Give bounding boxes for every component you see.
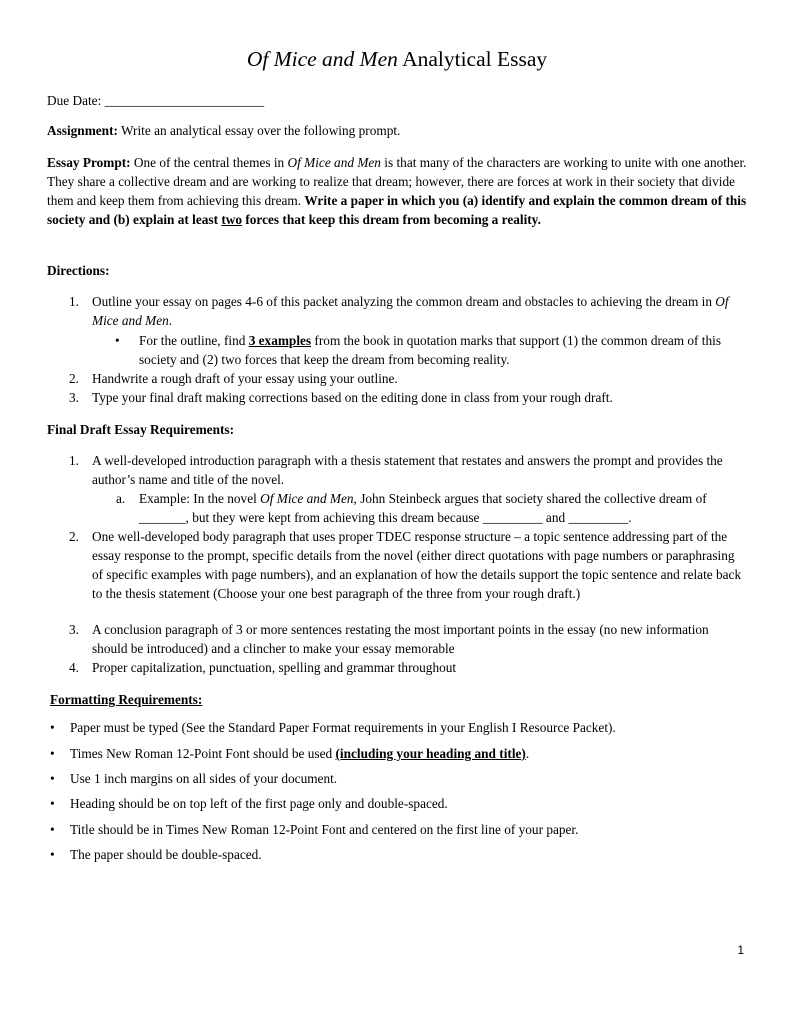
final-item-1a-t2: , John Steinbeck argues that society shared the collective dream of _______, but they were kept from achieving this dream because _________ and _________. [139, 491, 707, 525]
page-title [47, 44, 747, 74]
due-date-label: Due Date: [47, 93, 105, 108]
directions-item-1 [92, 292, 747, 330]
formatting-bullet-4: • [50, 796, 55, 811]
final-heading [47, 420, 747, 439]
final-num-2: 2. [69, 529, 79, 544]
directions-num-2: 2. [69, 371, 79, 386]
due-date-line [47, 91, 747, 110]
final-num-1a: a. [116, 491, 126, 506]
formatting-heading-text: Formatting Requirements: [50, 692, 203, 707]
directions-item-3: Type your final draft making corrections based on the editing done in class from your rough draft. [92, 390, 613, 405]
final-item-1a-t1: Example: In the novel [139, 491, 261, 506]
directions-heading-text: Directions: [47, 263, 110, 278]
directions-num-1: 1. [69, 294, 79, 309]
formatting-bullet-5: • [50, 822, 55, 837]
directions-item-1-book: Of Mice and Men [92, 294, 729, 328]
final-item-2: One well-developed body paragraph that uses proper TDEC response structure – a topic sentence addressing part of the essay response to the prompt, specific details from the novel (either direct quotations with page numbers or paraphrasing of specific examples with page numbers), and an explanation of how the details support the topic sentence and relate back to the thesis statement (Choose your one best paragraph of the three from your rough draft.) [92, 529, 742, 601]
directions-num-3: 3. [69, 390, 79, 405]
formatting-item-6: The paper should be double-spaced. [70, 847, 262, 862]
final-num-4: 4. [69, 660, 79, 675]
formatting-bullet-3: • [50, 771, 55, 786]
final-num-3: 3. [69, 622, 79, 637]
directions-sub-item [139, 331, 747, 369]
formatting-item-2-b: (including your heading and title) [335, 746, 526, 761]
directions-sub-a: For the outline, find [139, 333, 249, 348]
final-item-1a-book: Of Mice and Men [260, 491, 354, 506]
formatting-item-2-c: . [525, 746, 530, 761]
directions-heading [47, 261, 747, 280]
final-item-1a [139, 489, 747, 527]
final-num-1: 1. [69, 453, 79, 468]
assignment-text: Write an analytical essay over the following prompt. [117, 123, 401, 138]
final-heading-text: Final Draft Essay Requirements: [47, 422, 235, 437]
formatting-bullet-1: • [50, 720, 55, 735]
assignment-line [47, 121, 747, 140]
page-number: 1 [737, 943, 744, 957]
assignment-label: Assignment: [47, 123, 118, 138]
prompt-book: Of Mice and Men [287, 155, 381, 170]
due-date-blank: ________________________ [104, 93, 265, 108]
formatting-heading [50, 690, 750, 709]
prompt-text-1: One of the central themes in [130, 155, 288, 170]
directions-sub-bullet: • [115, 333, 120, 348]
prompt-text-2: is that many of the characters are working to unite with one another. They share a collective dream and are working to realize that dream; however, there are forces at work in their society that divide them and keep them from achieving this dream. [47, 155, 747, 208]
formatting-item-4: Heading should be on top left of the first page only and double-spaced. [70, 796, 448, 811]
directions-item-1-b: . [168, 313, 173, 328]
final-item-4: Proper capitalization, punctuation, spelling and grammar throughout [92, 660, 457, 675]
directions-item-1-a: Outline your essay on pages 4-6 of this packet analyzing the common dream and obstacles to achieving the dream in [92, 294, 716, 309]
prompt-label: Essay Prompt: [47, 155, 131, 170]
formatting-item-2-a: Times New Roman 12-Point Font should be used [70, 746, 336, 761]
formatting-item-5: Title should be in Times New Roman 12-Point Font and centered on the first line of your paper. [70, 822, 579, 837]
prompt-bold-2: forces that keep this dream from becoming a reality. [242, 212, 541, 227]
directions-item-2: Handwrite a rough draft of your essay using your outline. [92, 371, 398, 386]
directions-sub-emph: 3 examples [248, 333, 312, 348]
final-item-3: A conclusion paragraph of 3 or more sentences restating the most important points in the essay (no new information should be introduced) and a clincher to make your essay memorable [92, 622, 709, 656]
prompt-bold-two: two [221, 212, 243, 227]
final-item-1: A well-developed introduction paragraph with a thesis statement that restates and answers the prompt and provides the author’s name and title of the novel. [92, 453, 723, 487]
prompt-bold-1: Write a paper in which you (a) identify and explain the common dream of this society and (b) explain at least [47, 193, 747, 227]
formatting-item-1: Paper must be typed (See the Standard Paper Format requirements in your English I Resource Packet). [70, 720, 616, 735]
formatting-bullet-6: • [50, 847, 55, 862]
formatting-bullet-2: • [50, 746, 55, 761]
directions-sub-b: from the book in quotation marks that support (1) the common dream of this society and (2) two forces that keep the dream from becoming reality. [139, 333, 722, 367]
formatting-item-3: Use 1 inch margins on all sides of your document. [70, 771, 338, 786]
title-book: Of Mice and Men [246, 47, 398, 71]
essay-prompt [47, 153, 747, 229]
title-rest: Analytical Essay [397, 47, 548, 71]
formatting-item-2 [70, 744, 747, 763]
